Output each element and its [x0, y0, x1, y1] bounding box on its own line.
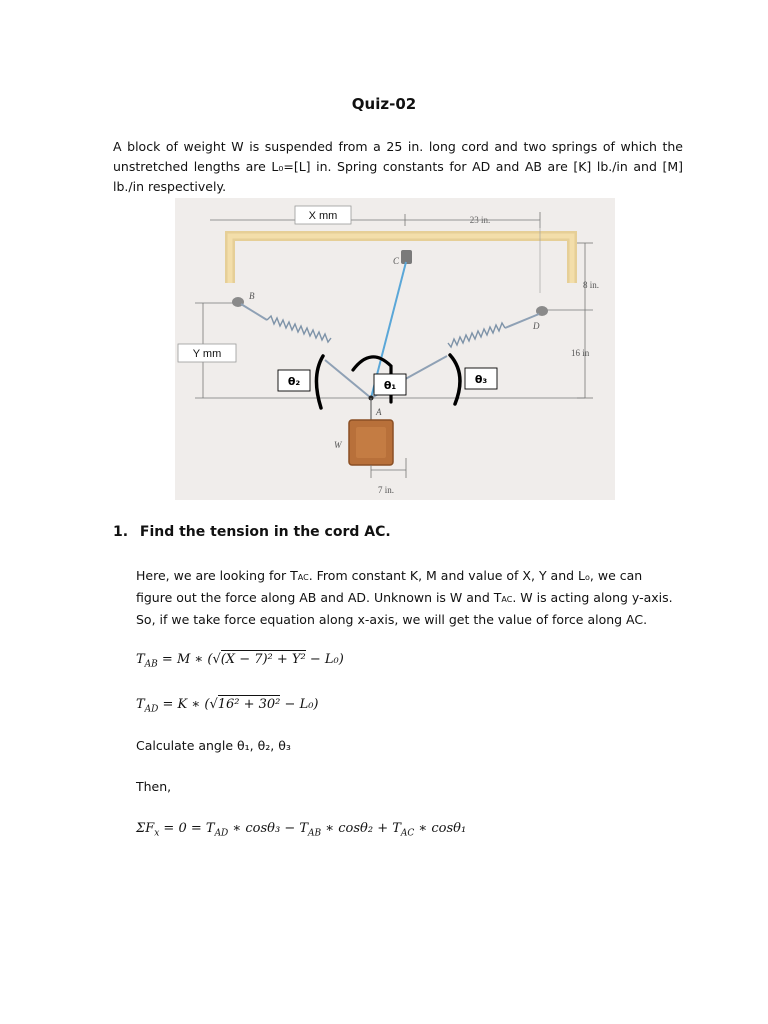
point-a-label: A: [376, 407, 382, 417]
question-number: 1.: [113, 524, 129, 540]
point-d-label: D: [533, 321, 540, 331]
equation-sum-fx: $\Sigma F_x = 0 = T_{AD}$ ∗ $\cos\theta_3 - T_{AB}$ ∗ $\cos\theta_2 + T_{AC}$ ∗ cosθ₁: [136, 821, 467, 839]
point-c-label: C: [393, 256, 400, 266]
pulley-c: [401, 250, 412, 264]
dim-7-label: 7 in.: [378, 485, 395, 495]
point-b-label: B: [249, 291, 255, 301]
dim-8-label: 8 in.: [583, 280, 600, 290]
theta2-label: θ₂: [287, 375, 301, 388]
question-heading: [113, 524, 391, 540]
dim-23-label: 23 in.: [469, 215, 491, 225]
x-mm-label: X mm: [308, 210, 338, 222]
equation-tab: $T_{AB} = M$ ∗ (√(X − 7)² + Y² − L₀): [136, 652, 344, 670]
page-title: Quiz-02: [351, 95, 417, 113]
question-text: Find the tension in the cord AC.: [139, 524, 391, 540]
problem-statement: A block of weight W is suspended from a 25 in. long cord and two springs of which the unstretched lengths are L₀=[L] in. Spring constants for AD and AB are [K] lb./in and [M] lb./in respectively.: [113, 139, 683, 194]
then-text: Then,: [136, 779, 172, 794]
explanation-paragraph: Here, we are looking for TAC. From constant K, M and value of X, Y and Lo, we can figure out the force along AB and AD. Unknown is W and TAC. W is acting along y-axis. So, if we take force equation along x-axis, we will get the value of force along AC.: [136, 568, 673, 627]
problem-figure: [175, 198, 615, 500]
theta3-label: θ₃: [474, 373, 488, 386]
point-w-label: W: [334, 440, 342, 450]
dim-16-label: 16 in: [571, 348, 590, 358]
equation-tad: $T_{AD} = K$ ∗ (√16² + 30² − L₀): [136, 697, 319, 715]
calculate-angles-text: Calculate angle θ₁, θ₂, θ₃: [136, 738, 291, 753]
y-mm-label: Y mm: [192, 348, 222, 360]
theta1-label: θ₁: [383, 379, 397, 392]
